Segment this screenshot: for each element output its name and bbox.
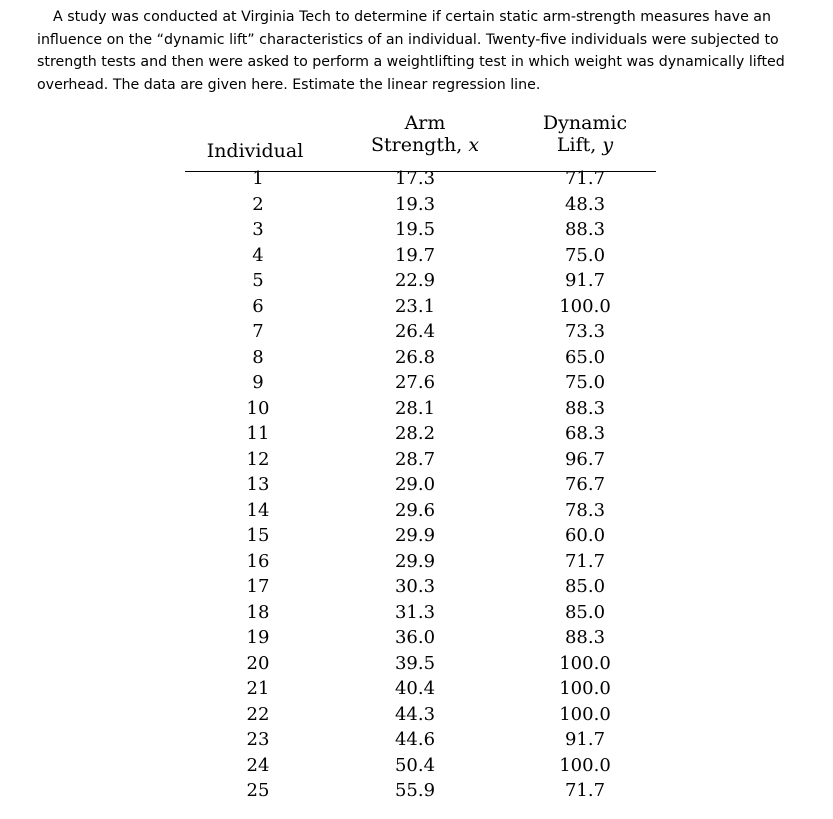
cell-dynamic-lift: 100.0 <box>559 652 611 674</box>
cell-individual: 19 <box>246 627 270 648</box>
table-row <box>185 373 656 399</box>
cell-individual: 16 <box>246 550 270 572</box>
cell-individual: 10 <box>246 397 270 419</box>
problem-statement <box>37 6 817 96</box>
cell-dynamic-lift: 91.7 <box>564 729 606 750</box>
cell-individual: 9 <box>252 372 264 393</box>
cell-dynamic-lift: 100.0 <box>559 295 611 317</box>
table-row <box>185 501 656 527</box>
cell-arm-strength: 26.4 <box>394 321 436 342</box>
cell-individual: 24 <box>246 754 270 776</box>
cell-individual: 4 <box>252 244 264 266</box>
cell-individual: 5 <box>252 270 264 291</box>
cell-dynamic-lift: 91.7 <box>564 270 606 291</box>
cell-dynamic-lift: 75.0 <box>564 372 606 393</box>
variable-x: x <box>468 134 480 156</box>
cell-arm-strength: 26.8 <box>394 346 436 368</box>
table-row <box>185 424 656 450</box>
cell-dynamic-lift: 48.3 <box>564 193 606 215</box>
cell-arm-strength: 29.6 <box>394 499 436 521</box>
table-body <box>185 169 656 807</box>
table-row <box>185 781 656 807</box>
table-row <box>185 730 656 756</box>
cell-dynamic-lift: 96.7 <box>564 448 606 470</box>
table-row <box>185 399 656 425</box>
cell-dynamic-lift: 88.3 <box>564 219 606 240</box>
cell-individual: 18 <box>246 601 270 623</box>
table-row <box>185 705 656 731</box>
cell-individual: 11 <box>246 423 270 444</box>
cell-dynamic-lift: 71.7 <box>564 168 606 189</box>
table-row <box>185 756 656 782</box>
header-lift-line2: Lift, y <box>556 134 614 156</box>
cell-arm-strength: 30.3 <box>394 576 436 597</box>
table-row <box>185 220 656 246</box>
cell-arm-strength: 27.6 <box>394 372 436 393</box>
cell-individual: 23 <box>246 729 270 750</box>
cell-individual: 7 <box>252 321 264 342</box>
cell-dynamic-lift: 71.7 <box>564 780 606 801</box>
cell-individual: 17 <box>246 576 270 597</box>
variable-y: y <box>602 134 614 156</box>
cell-arm-strength: 28.2 <box>394 423 436 444</box>
table-row <box>185 654 656 680</box>
cell-dynamic-lift: 65.0 <box>564 346 606 368</box>
cell-dynamic-lift: 88.3 <box>564 397 606 419</box>
table-row <box>185 450 656 476</box>
cell-arm-strength: 28.7 <box>394 448 436 470</box>
cell-arm-strength: 39.5 <box>394 652 436 674</box>
table-row <box>185 297 656 323</box>
table-row <box>185 679 656 705</box>
cell-arm-strength: 29.9 <box>394 525 436 546</box>
table-row <box>185 577 656 603</box>
cell-arm-strength: 31.3 <box>394 601 436 623</box>
table-row <box>185 195 656 221</box>
table-row <box>185 246 656 272</box>
cell-dynamic-lift: 75.0 <box>564 244 606 266</box>
cell-dynamic-lift: 85.0 <box>564 601 606 623</box>
cell-individual: 15 <box>246 525 270 546</box>
cell-dynamic-lift: 88.3 <box>564 627 606 648</box>
cell-individual: 2 <box>252 193 264 215</box>
table-row <box>185 348 656 374</box>
cell-dynamic-lift: 76.7 <box>564 474 606 495</box>
table-row <box>185 475 656 501</box>
table-row <box>185 628 656 654</box>
cell-arm-strength: 22.9 <box>394 270 436 291</box>
cell-individual: 22 <box>246 703 270 725</box>
cell-dynamic-lift: 100.0 <box>559 754 611 776</box>
cell-dynamic-lift: 100.0 <box>559 703 611 725</box>
cell-individual: 25 <box>246 780 270 801</box>
cell-arm-strength: 19.7 <box>394 244 436 266</box>
cell-individual: 12 <box>246 448 270 470</box>
cell-dynamic-lift: 78.3 <box>564 499 606 521</box>
cell-arm-strength: 36.0 <box>394 627 436 648</box>
header-arm-line1: Arm <box>404 112 446 134</box>
cell-dynamic-lift: 85.0 <box>564 576 606 597</box>
cell-arm-strength: 17.3 <box>394 168 436 189</box>
cell-dynamic-lift: 68.3 <box>564 423 606 444</box>
cell-individual: 20 <box>246 652 270 674</box>
table-row <box>185 552 656 578</box>
cell-arm-strength: 28.1 <box>394 397 436 419</box>
cell-individual: 13 <box>246 474 270 495</box>
cell-individual: 14 <box>246 499 270 521</box>
cell-arm-strength: 40.4 <box>394 678 436 699</box>
table-row <box>185 322 656 348</box>
cell-arm-strength: 19.3 <box>394 193 436 215</box>
table-row <box>185 603 656 629</box>
header-lift-line1: Dynamic <box>542 112 628 134</box>
cell-arm-strength: 50.4 <box>394 754 436 776</box>
cell-arm-strength: 55.9 <box>394 780 436 801</box>
header-individual: Individual <box>206 140 304 162</box>
cell-individual: 8 <box>252 346 264 368</box>
cell-individual: 21 <box>246 678 270 699</box>
cell-individual: 3 <box>252 219 264 240</box>
header-dynamic-lift <box>515 112 655 156</box>
cell-dynamic-lift: 71.7 <box>564 550 606 572</box>
cell-arm-strength: 44.3 <box>394 703 436 725</box>
cell-arm-strength: 23.1 <box>394 295 436 317</box>
cell-dynamic-lift: 100.0 <box>559 678 611 699</box>
cell-arm-strength: 19.5 <box>394 219 436 240</box>
header-arm-line2: Strength, x <box>370 134 480 156</box>
cell-arm-strength: 29.0 <box>394 474 436 495</box>
cell-individual: 1 <box>252 168 264 189</box>
cell-arm-strength: 29.9 <box>394 550 436 572</box>
cell-dynamic-lift: 60.0 <box>564 525 606 546</box>
cell-dynamic-lift: 73.3 <box>564 321 606 342</box>
table-row <box>185 526 656 552</box>
table-row <box>185 169 656 195</box>
cell-arm-strength: 44.6 <box>394 729 436 750</box>
cell-individual: 6 <box>252 295 264 317</box>
problem-text: A study was conducted at Virginia Tech to determine if certain static arm-strength measures have an influence on the “dynamic lift” characteristics of an individual. Twenty-five individuals were subjected to strength tests and then were asked to perform a weightlifting test in which weight was dynamically lifted overhead. The data are given here. Estimate the linear regression line. <box>37 9 785 93</box>
header-arm-strength <box>345 112 505 156</box>
table-row <box>185 271 656 297</box>
